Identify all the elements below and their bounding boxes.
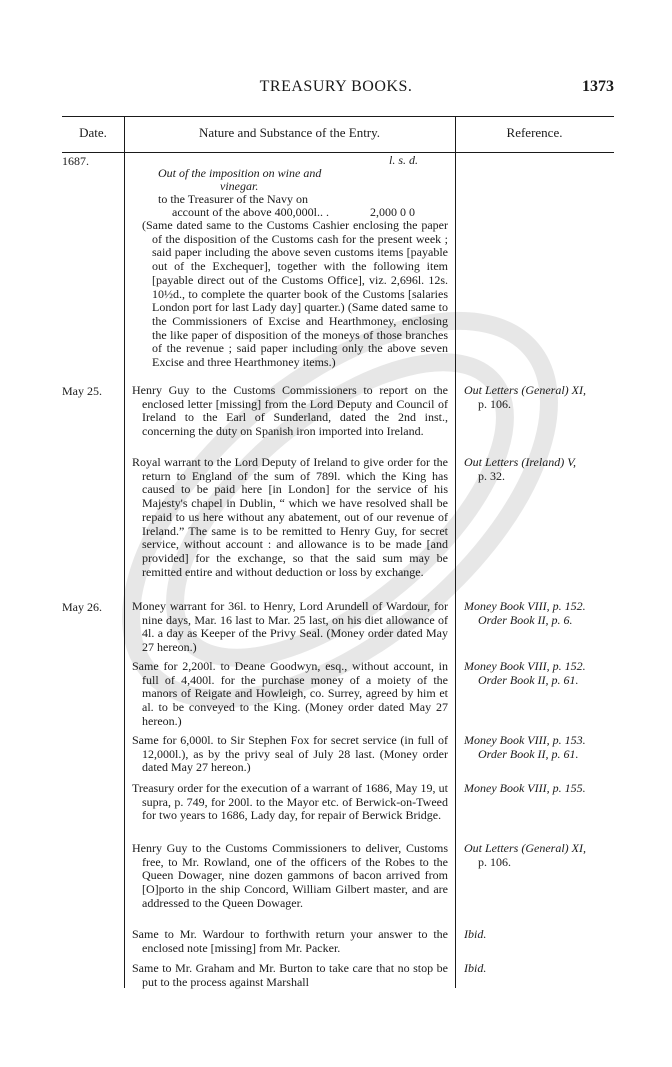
entry-date: 1687. xyxy=(62,154,89,168)
block-heading: Out of the imposition on wine and xyxy=(158,166,322,180)
table-header-rule xyxy=(62,152,614,153)
entry-text: Money warrant for 36l. to Henry, Lord Arundell of Wardour, for nine days, Mar. 16 last to Mar. 25 last, on his diet allowance of 4l. a day as Keeper of the Privy Seal. (Money order dated May 27 hereon.) xyxy=(132,599,448,655)
reference-line: Out Letters (Ireland) V, xyxy=(464,455,576,469)
block-line: account of the above 400,000l.. . xyxy=(172,205,329,219)
column-header-date: Date. xyxy=(79,125,107,140)
entry-reference xyxy=(464,600,614,627)
reference-line: Order Book II, p. 61. xyxy=(478,672,579,687)
reference-line: Money Book VIII, p. 153. xyxy=(464,733,586,747)
entry-text: Henry Guy to the Customs Commissioners to report on the enclosed letter [missing] from the Lord Deputy and Council of Ireland to the Earl of Sunderland, dated the 2nd inst., concerning the duty on Spanish iron imported into Ireland. xyxy=(132,383,448,439)
reference-line: Order Book II, p. 6. xyxy=(478,612,573,627)
entry-reference xyxy=(464,842,614,869)
entry-text: Same to Mr. Wardour to forthwith return your answer to the enclosed note [missing] from Mr. Packer. xyxy=(132,927,448,955)
reference-line: p. 106. xyxy=(478,396,511,411)
reference-line: Money Book VIII, p. 152. xyxy=(464,659,586,673)
entry-text: Royal warrant to the Lord Deputy of Ireland to give order for the return to England of the sum of 789l. which the King has caused to be paid here [in London] for the service of his Majesty's chapel in Dublin, “ which we have resolved shall be repaid to us here without any abatement, out of our revenue of Ireland.” The same is to be remitted to Henry Guy, for secret service, without account : and allowance is to be made [and provided] for the exchange, so that the said sum may be remitted entire and without deduction or loss by exchange. xyxy=(132,455,448,579)
column-divider-date xyxy=(124,116,125,988)
reference-line: p. 106. xyxy=(478,854,511,869)
reference-line: Ibid. xyxy=(464,961,487,975)
reference-line: Out Letters (General) XI, xyxy=(464,841,586,855)
entry-text: Henry Guy to the Customs Commissioners to deliver, Customs free, to Mr. Rowland, one of the officers of the Robes to the Queen Dowager, nine dozen gammons of bacon arrived from [O]porto in the ship Concord, William Gilbert master, and are addressed to the Queen Dowager. xyxy=(132,841,448,910)
money-column-header: l. s. d. xyxy=(389,153,419,167)
block-amount: 2,000 0 0 xyxy=(370,205,415,219)
column-divider-reference xyxy=(455,116,456,988)
reference-line: Money Book VIII, p. 152. xyxy=(464,599,586,613)
block-heading-cont: vinegar. xyxy=(220,179,259,193)
entry-text: Same to Mr. Graham and Mr. Burton to take care that no stop be put to the process against Marshall xyxy=(132,961,448,989)
entry-date: May 25. xyxy=(62,384,102,398)
column-header-reference: Reference. xyxy=(506,125,563,140)
entry-reference xyxy=(464,962,614,976)
reference-line: Out Letters (General) XI, xyxy=(464,383,586,397)
entry-text: Same for 6,000l. to Sir Stephen Fox for secret service (in full of 12,000l.), as by the privy seal of July 28 last. (Money order dated May 27 hereon.) xyxy=(132,733,448,775)
entry-text: Treasury order for the execution of a warrant of 1686, May 19, ut supra, p. 749, for 200l. to the Mayor etc. of Berwick-on-Tweed for two years to 1686, Lady day, for repair of Berwick Bridge. xyxy=(132,781,448,823)
running-header-title: TREASURY BOOKS. xyxy=(259,78,413,95)
page-number: 1373 xyxy=(582,78,614,95)
reference-line: Order Book II, p. 61. xyxy=(478,746,579,761)
entry-reference xyxy=(464,928,614,942)
entry-text: Same for 2,200l. to Deane Goodwyn, esq., without account, in full of 4,400l. for the purchase money of a moiety of the manors of Reigate and Howleigh, co. Surrey, agreed by him et al. to be conveyed to the King. (Money order dated May 27 hereon.) xyxy=(132,659,448,728)
entry-reference xyxy=(464,456,614,483)
entry-date: May 26. xyxy=(62,600,102,614)
entry-reference xyxy=(464,782,614,796)
entry-reference xyxy=(464,734,614,761)
entry-reference xyxy=(464,384,614,411)
reference-line: Ibid. xyxy=(464,927,487,941)
entry-reference xyxy=(464,660,614,687)
reference-line: p. 32. xyxy=(478,468,505,483)
column-header-nature: Nature and Substance of the Entry. xyxy=(198,125,381,140)
table-top-rule xyxy=(62,116,614,117)
reference-line: Money Book VIII, p. 155. xyxy=(464,781,586,795)
block-body: (Same dated same to the Customs Cashier enclosing the paper of the disposition of the Customs cash for the present week ; said paper including the above seven customs items [payable out of the Exchequer], together with the following item [payable direct out of the Customs Office], viz. 2,696l. 12s. 10½d., to complete the quarter book of the Customs [salaries London port for last Lady day] quarter.) (Same dated same to the Commissioners of Excise and Hearthmoney, enclosing the like paper of disposition of the moneys of those branches of the revenue ; said paper including only the above seven Excise and three Hearthmoney items.) xyxy=(142,218,448,370)
block-line: to the Treasurer of the Navy on xyxy=(158,192,308,206)
